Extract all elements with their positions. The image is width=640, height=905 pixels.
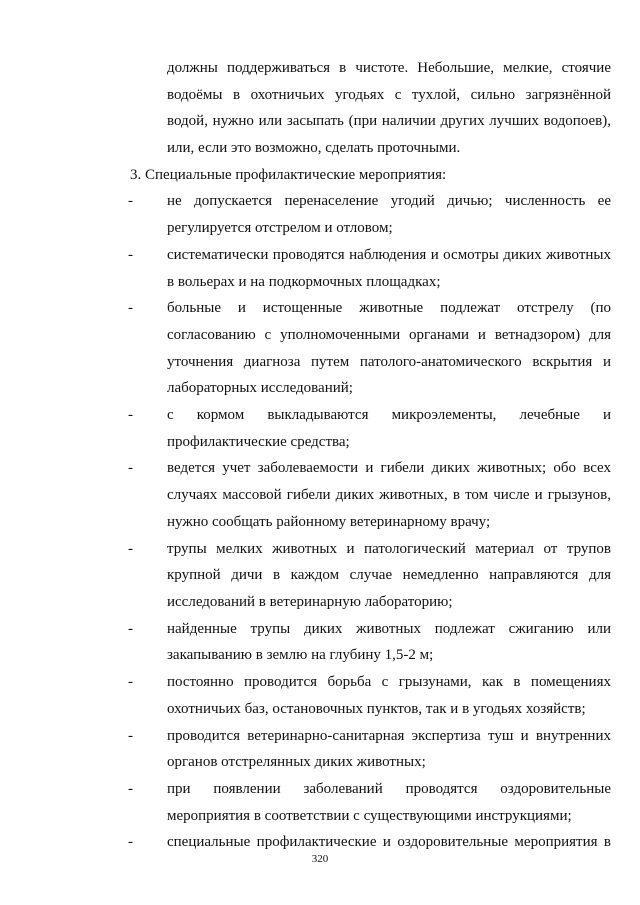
list-item-line: профилактические средства;: [167, 434, 350, 450]
list-item-line: проводится ветеринарно-санитарная экспертиза туш и внутренних: [167, 728, 611, 744]
list-item-line: исследований в ветеринарную лабораторию;: [167, 594, 453, 610]
bullet-dash: -: [128, 193, 133, 209]
list-item-line: уточнения диагноза путем патолого-анатомического вскрытия и: [167, 354, 611, 370]
list-item-line: специальные профилактические и оздоровительные мероприятия в: [167, 834, 611, 850]
bullet-dash: -: [128, 247, 133, 263]
bullet-dash: -: [128, 541, 133, 557]
list-item-line: органов отстрелянных диких животных;: [167, 754, 426, 770]
list-item-line: лабораторных исследований;: [167, 380, 353, 396]
paragraph-line: должны поддерживаться в чистоте. Небольшие, мелкие, стоячие: [167, 60, 611, 76]
list-item-line: при появлении заболеваний проводятся оздоровительные: [167, 781, 611, 797]
bullet-dash: -: [128, 728, 133, 744]
bullet-dash: -: [128, 300, 133, 316]
list-item-line: в вольерах и на подкормочных площадках;: [167, 274, 441, 290]
list-item-line: постоянно проводится борьба с грызунами, как в помещениях: [167, 674, 611, 690]
bullet-dash: -: [128, 834, 133, 850]
bullet-dash: -: [128, 674, 133, 690]
paragraph-line: или, если это возможно, сделать проточными.: [167, 140, 461, 156]
list-item-line: трупы мелких животных и патологический материал от трупов: [167, 541, 611, 557]
section-heading: 3. Специальные профилактические мероприятия:: [130, 167, 447, 183]
page-number: 320: [311, 853, 329, 865]
bullet-dash: -: [128, 621, 133, 637]
list-item-line: регулируется отстрелом и отловом;: [167, 220, 393, 236]
list-item-line: найденные трупы диких животных подлежат сжиганию или: [167, 621, 611, 637]
list-item-line: мероприятия в соответствии с существующими инструкциями;: [167, 808, 572, 824]
paragraph-line: водой, нужно или засыпать (при наличии других лучших водопоев),: [167, 113, 611, 129]
list-item-line: больные и истощенные животные подлежат отстрелу (по: [167, 300, 611, 316]
list-item-line: закапыванию в землю на глубину 1,5-2 м;: [167, 647, 434, 663]
list-item-line: не допускается перенаселение угодий дичью; численность ее: [167, 193, 611, 209]
list-item-line: с кормом выкладываются микроэлементы, лечебные и: [167, 407, 611, 423]
bullet-dash: -: [128, 781, 133, 797]
list-item-line: согласованию с уполномоченными органами и ветнадзором) для: [167, 327, 611, 343]
list-item-line: охотничьих баз, остановочных пунктов, так и в угодьях хозяйств;: [167, 701, 586, 717]
bullet-dash: -: [128, 460, 133, 476]
bullet-dash: -: [128, 407, 133, 423]
list-item-line: ведется учет заболеваемости и гибели диких животных; обо всех: [167, 460, 611, 476]
list-item-line: случаях массовой гибели диких животных, в том числе и грызунов,: [167, 487, 611, 503]
list-item-line: нужно сообщать районному ветеринарному врачу;: [167, 514, 491, 530]
list-item-line: крупной дичи в каждом случае немедленно направляются для: [167, 567, 611, 583]
list-item-line: систематически проводятся наблюдения и осмотры диких животных: [167, 247, 611, 263]
paragraph-line: водоёмы в охотничьих угодьях с тухлой, сильно загрязнённой: [167, 87, 611, 103]
